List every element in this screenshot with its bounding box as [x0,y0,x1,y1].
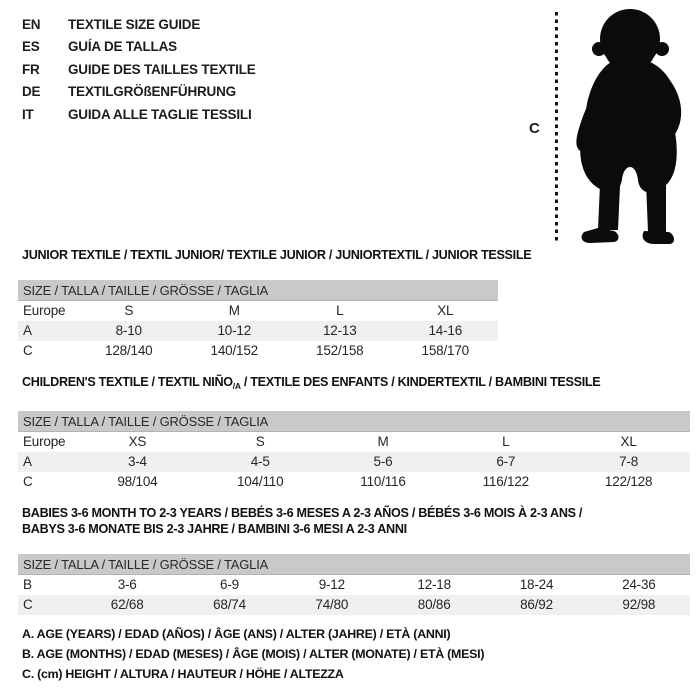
size-table-children [18,411,690,492]
section-junior [18,247,690,361]
cell-value: 18-24 [519,577,554,592]
table-row-babies-c [18,595,690,615]
language-code: DE [22,84,41,100]
cell-value: 14-16 [428,323,463,338]
cell-value: M [377,434,389,449]
table-row-children-europe [18,432,690,452]
cell-value: 92/98 [622,597,656,612]
cell-value: 6-7 [496,454,516,469]
guide-title-de: TEXTILGRÖßENFÜHRUNG [68,84,236,100]
cell-value: 104/110 [236,474,284,489]
cell-value: XL [620,434,637,449]
size-header-bar: SIZE / TALLA / TAILLE / GRÖSSE / TAGLIA [18,554,690,575]
note-b: B. AGE (MONTHS) / EDAD (MESES) / ÂGE (MOIS) / ALTER (MONATE) / ETÀ (MESI) [22,647,485,661]
cell-value: 24-36 [622,577,656,592]
language-code: ES [22,39,40,55]
legend-notes [22,624,484,684]
row-label: A [23,323,32,338]
table-row-children-a [18,452,690,472]
size-header-bar: SIZE / TALLA / TAILLE / GRÖSSE / TAGLIA [18,280,498,301]
cell-value: 12-18 [417,577,451,592]
cell-value: L [336,303,344,318]
cell-value: 152/158 [316,343,364,358]
cell-value: 9-12 [318,577,345,592]
cell-value: 122/128 [604,474,653,489]
cell-value: 8-10 [115,323,142,338]
section-title-segment: JUNIOR TEXTILE / TEXTIL JUNIOR/ TEXTILE JUNIOR / JUNIORTEXTIL / JUNIOR TESSILE [22,248,532,262]
section-title-segment: / TEXTILE DES ENFANTS / KINDERTEXTIL / BAMBINI TESSILE [240,375,601,389]
section-babies [18,505,690,615]
table-row-junior-europe [18,301,498,321]
guide-title-fr: GUIDE DES TAILLES TEXTILE [68,61,256,77]
language-code: FR [22,61,40,77]
cell-value: 4-5 [250,454,270,469]
language-row-fr [22,59,256,81]
row-label: C [23,474,33,489]
language-row-it [22,104,256,126]
note-a: A. AGE (YEARS) / EDAD (AÑOS) / ÂGE (ANS) / ALTER (JAHRE) / ETÀ (ANNI) [22,627,451,641]
language-title-list [22,14,256,126]
cell-value: M [228,303,240,318]
cell-value: 110/116 [360,474,406,489]
section-title-segment: /A [232,381,241,391]
section-title-babies [22,505,690,537]
section-title-junior [22,247,690,263]
cell-value: XL [437,303,454,318]
cell-value: 5-6 [373,454,393,469]
size-header-bar: SIZE / TALLA / TAILLE / GRÖSSE / TAGLIA [18,411,690,432]
section-title-segment: BABYS 3-6 MONATE BIS 2-3 JAHRE / BAMBINI 3-6 MESI A 2-3 ANNI [22,522,407,536]
guide-title-en: TEXTILE SIZE GUIDE [68,17,201,32]
section-title-segment: BABIES 3-6 MONTH TO 2-3 YEARS / BEBÉS 3-6 MESES A 2-3 AÑOS / BÉBÉS 3-6 MOIS À 2-3 ANS / [22,506,583,520]
cell-value: 98/104 [117,474,158,489]
cell-value: 6-9 [220,577,239,592]
language-code: IT [22,106,34,122]
language-row-de [22,81,256,103]
cell-value: 140/152 [210,343,258,358]
cell-value: 10-12 [217,323,252,338]
guide-title-es: GUÍA DE TALLAS [68,39,177,55]
section-title-children [22,374,690,394]
cell-value: S [255,434,265,449]
language-row-en [22,14,256,36]
table-row-junior-c [18,341,498,361]
cell-value: 3-4 [127,454,147,469]
row-label: C [23,343,33,358]
row-label: Europe [23,434,66,449]
section-children [18,374,690,492]
cell-value: 62/68 [110,597,144,612]
language-row-es [22,36,256,58]
cell-value: 128/140 [105,343,153,358]
cell-value: 86/92 [520,597,553,612]
size-table-babies [18,554,690,615]
cell-value: 80/86 [417,597,451,612]
cell-value: 12-13 [322,323,357,338]
cell-value: 116/122 [482,474,529,489]
toddler-silhouette-icon [558,4,700,244]
section-title-segment: CHILDREN'S TEXTILE / TEXTIL NIÑO [22,375,233,389]
height-measure-label: C [529,120,540,137]
language-code: EN [22,17,41,32]
table-row-babies-b [18,575,690,595]
cell-value: 7-8 [619,454,639,469]
row-label: Europe [23,303,66,318]
cell-value: S [124,303,134,318]
cell-value: 68/74 [213,597,246,612]
table-row-children-c [18,472,690,492]
guide-title-it: GUIDA ALLE TAGLIE TESSILI [68,106,252,122]
table-row-junior-a [18,321,498,341]
size-table-junior [18,280,498,361]
row-label: C [23,597,33,612]
note-c: C. (cm) HEIGHT / ALTURA / HAUTEUR / HÖHE / ALTEZZA [22,667,344,681]
cell-value: 74/80 [315,597,349,612]
row-label: B [23,577,32,592]
cell-value: XS [128,434,147,449]
cell-value: L [502,434,510,449]
cell-value: 3-6 [117,577,137,592]
row-label: A [23,454,32,469]
size-tables [18,247,690,628]
cell-value: 158/170 [421,343,469,358]
